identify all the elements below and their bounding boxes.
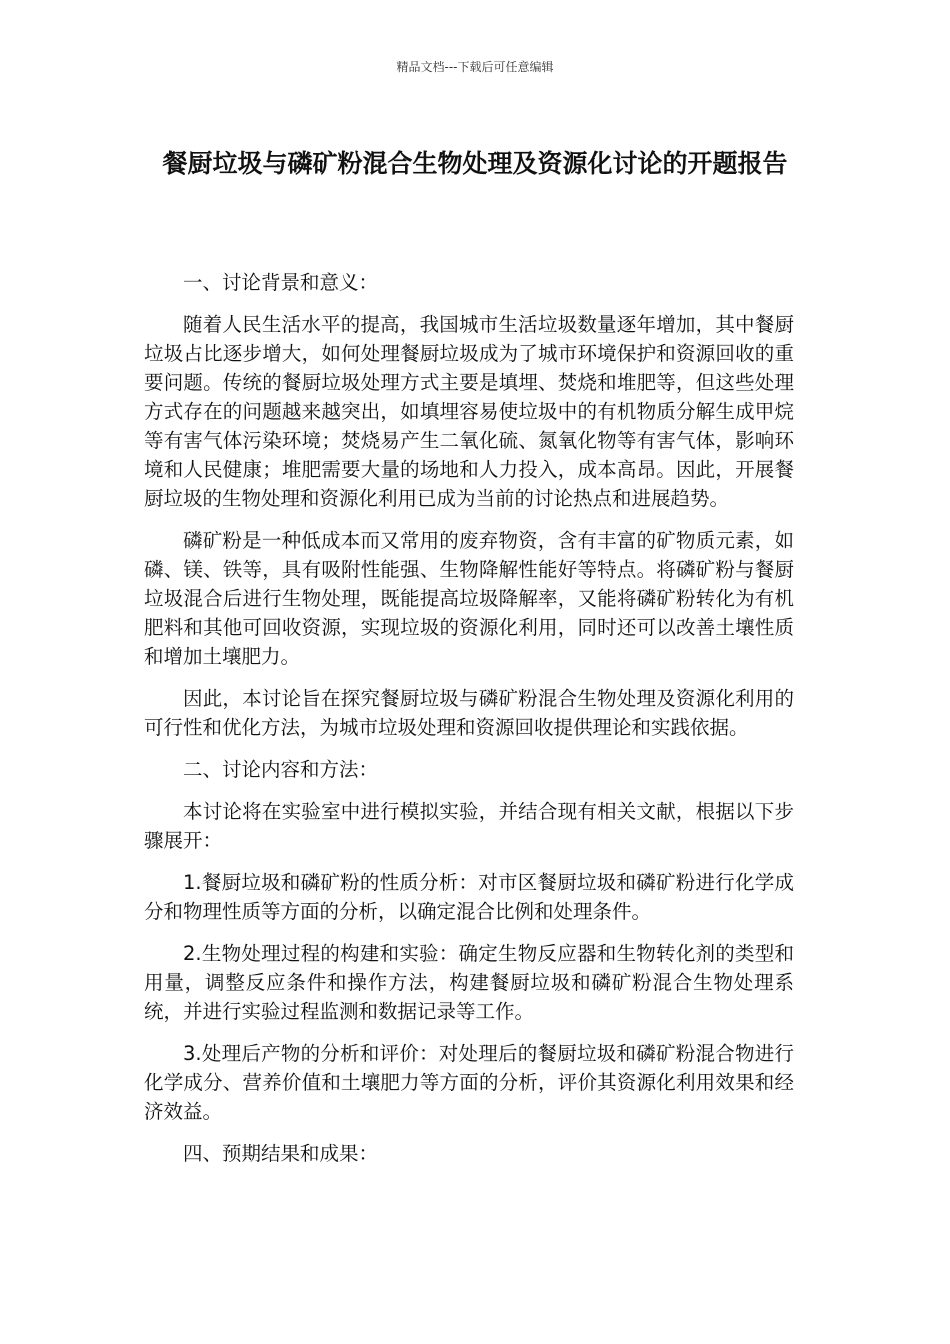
paragraph-step-2: 2.生物处理过程的构建和实验：确定生物反应器和生物转化剂的类型和用量，调整反应条件和操作方法，构建餐厨垃圾和磷矿粉混合生物处理系统，并进行实验过程监测和数据记录等工作。 bbox=[144, 942, 794, 1023]
section-heading-background: 一、讨论背景和意义： bbox=[183, 271, 379, 294]
paragraph-content-intro: 本讨论将在实验室中进行模拟实验，并结合现有相关文献，根据以下步骤展开： bbox=[144, 800, 794, 852]
document-body bbox=[144, 268, 794, 1181]
paragraph-step-3: 3.处理后产物的分析和评价：对处理后的餐厨垃圾和磷矿粉混合物进行化学成分、营养价值和土壤肥力等方面的分析，评价其资源化利用效果和经济效益。 bbox=[144, 1042, 794, 1123]
paragraph-background-1: 随着人民生活水平的提高，我国城市生活垃圾数量逐年增加，其中餐厨垃圾占比逐步增大，如何处理餐厨垃圾成为了城市环境保护和资源回收的重要问题。传统的餐厨垃圾处理方式主要是填埋、焚烧和堆肥等，但这些处理方式存在的问题越来越突出，如填埋容易使垃圾中的有机物质分解生成甲烷等有害气体污染环境；焚烧易产生二氧化硫、氮氧化物等有害气体，影响环境和人民健康；堆肥需要大量的场地和人力投入，成本高昂。因此，开展餐厨垃圾的生物处理和资源化利用已成为当前的讨论热点和进展趋势。 bbox=[144, 313, 794, 510]
header-note: 精品文档---下载后可任意编辑 bbox=[396, 60, 554, 74]
paragraph-background-3: 因此，本讨论旨在探究餐厨垃圾与磷矿粉混合生物处理及资源化利用的可行性和优化方法，为城市垃圾处理和资源回收提供理论和实践依据。 bbox=[144, 687, 794, 739]
paragraph-step-1: 1.餐厨垃圾和磷矿粉的性质分析：对市区餐厨垃圾和磷矿粉进行化学成分和物理性质等方面的分析，以确定混合比例和处理条件。 bbox=[144, 871, 794, 923]
document-title: 餐厨垃圾与磷矿粉混合生物处理及资源化讨论的开题报告 bbox=[162, 149, 788, 178]
section-heading-content: 二、讨论内容和方法： bbox=[183, 758, 379, 781]
section-heading-results: 四、预期结果和成果： bbox=[183, 1142, 379, 1165]
paragraph-background-2: 磷矿粉是一种低成本而又常用的废弃物资，含有丰富的矿物质元素，如磷、镁、铁等，具有吸附性能强、生物降解性能好等特点。将磷矿粉与餐厨垃圾混合后进行生物处理，既能提高垃圾降解率，又能将磷矿粉转化为有机肥料和其他可回收资源，实现垃圾的资源化利用，同时还可以改善土壤性质和增加土壤肥力。 bbox=[144, 529, 794, 668]
